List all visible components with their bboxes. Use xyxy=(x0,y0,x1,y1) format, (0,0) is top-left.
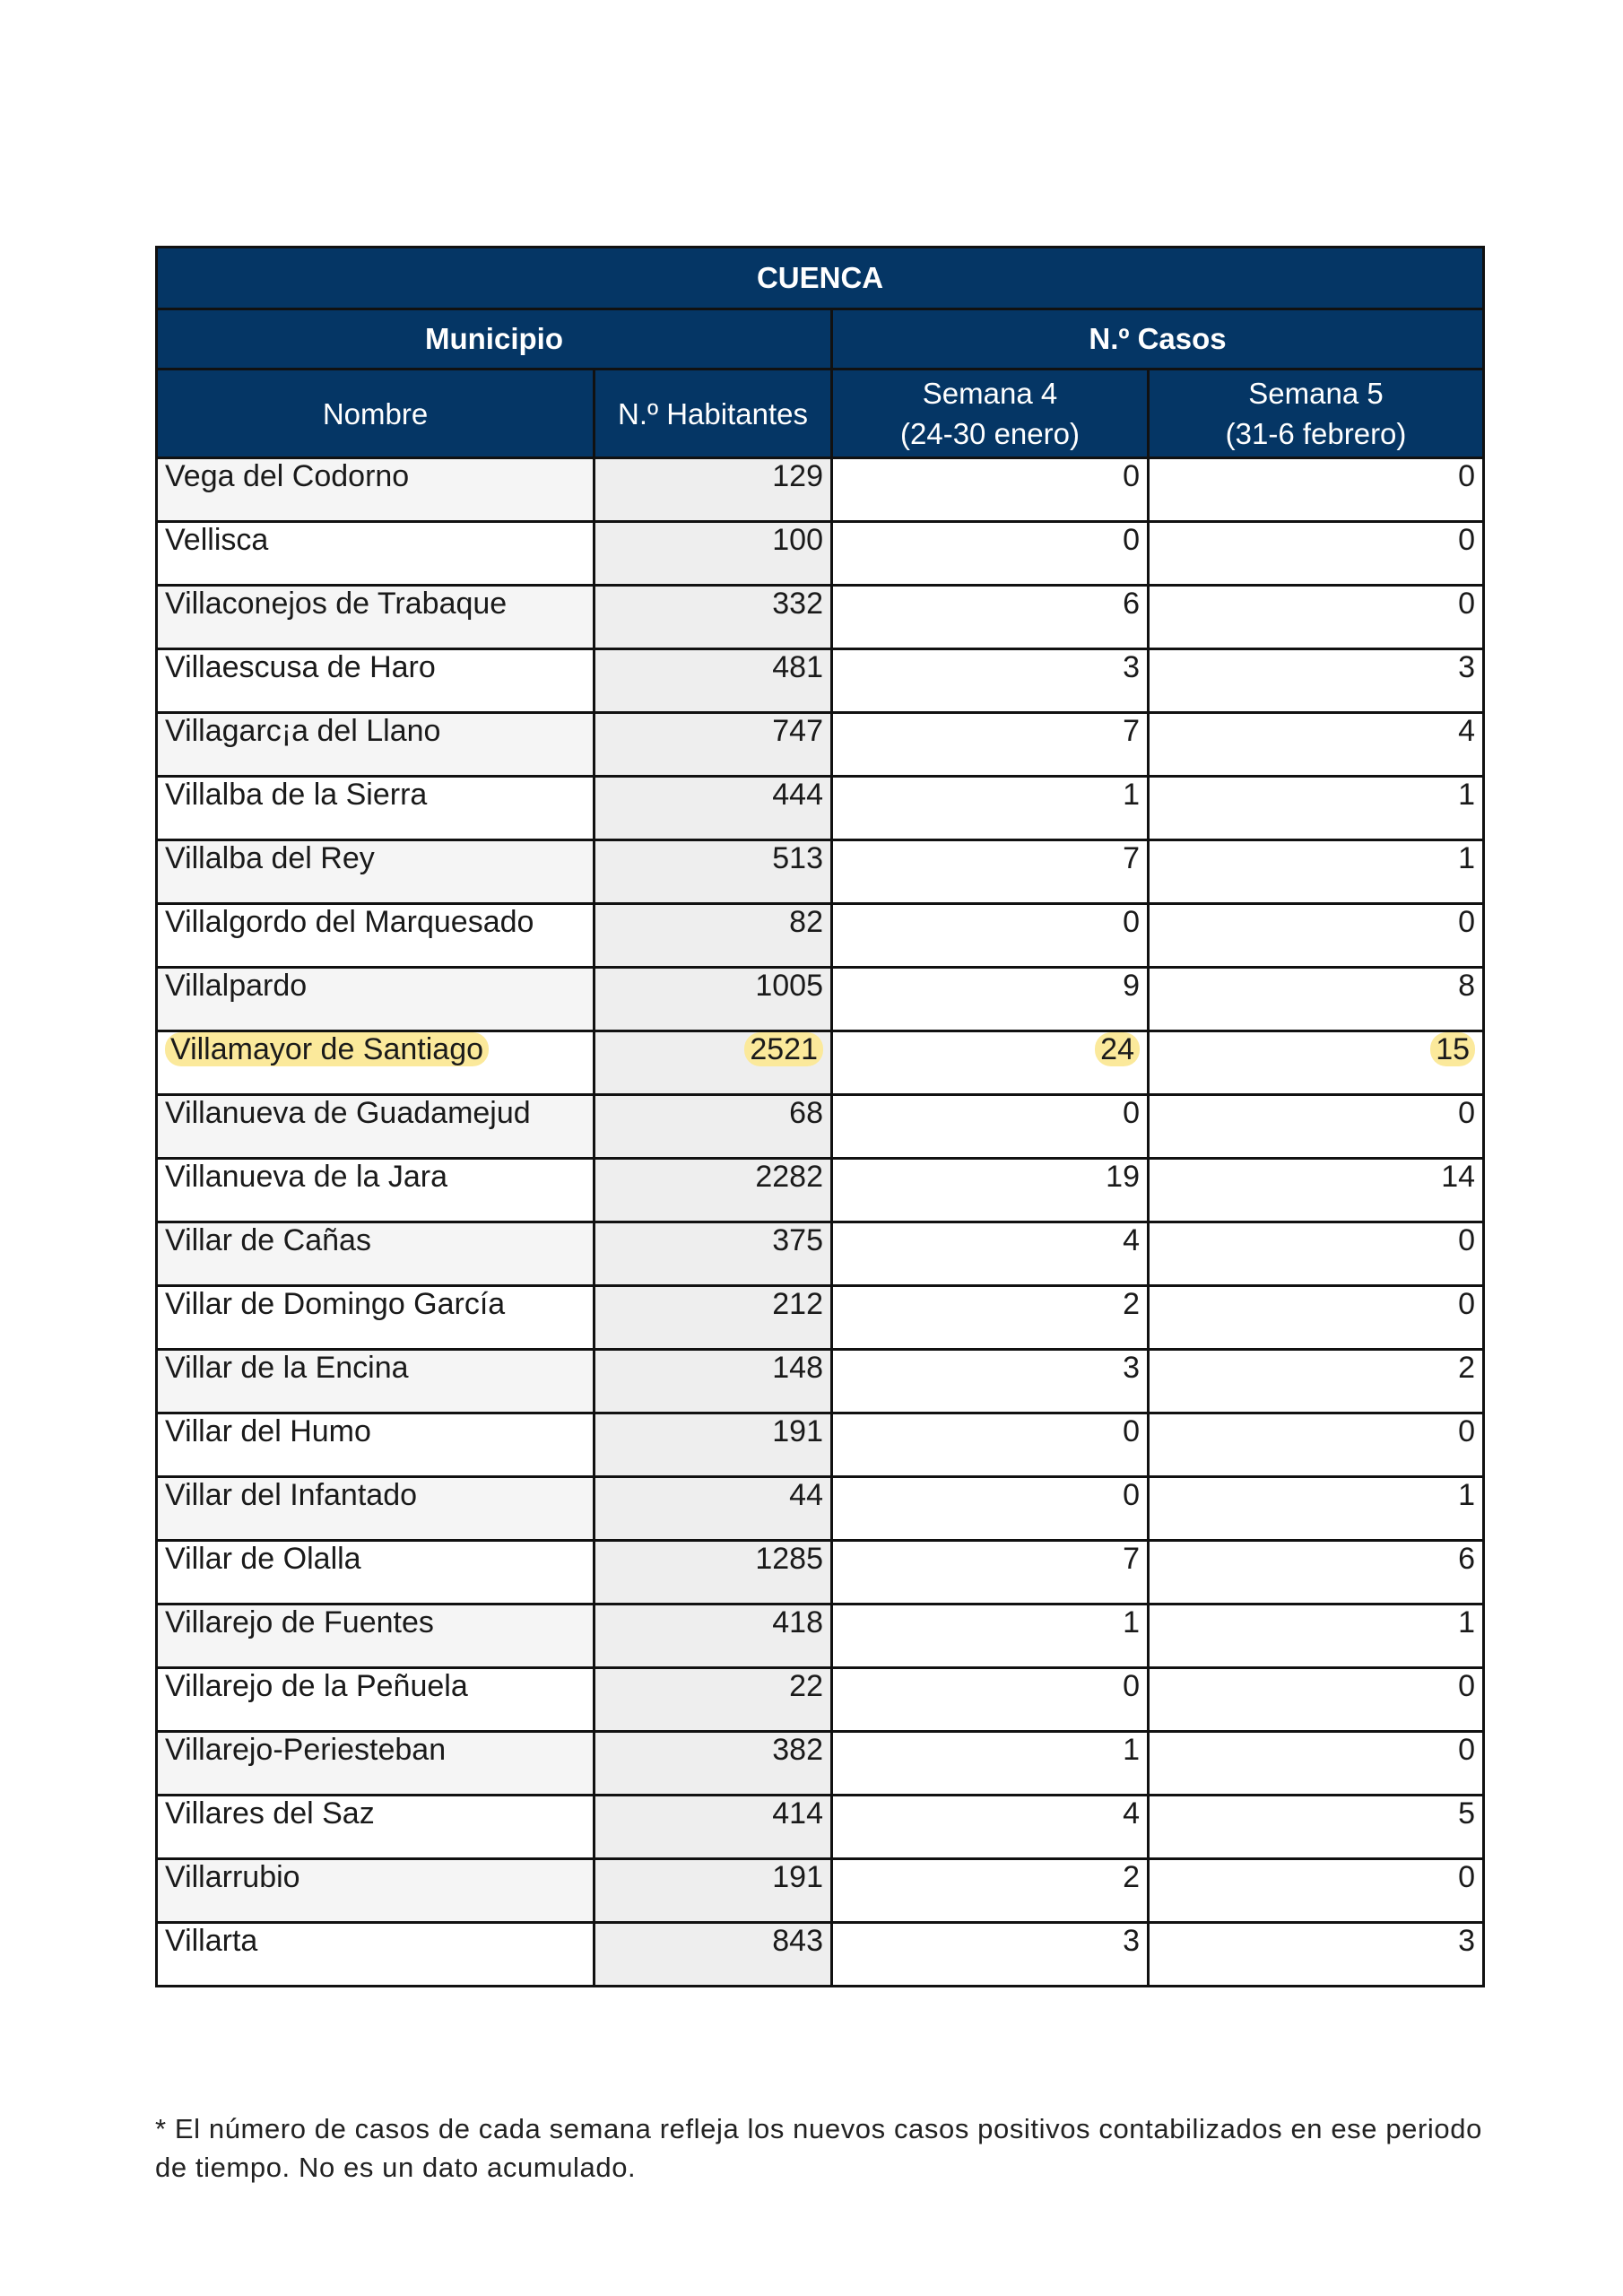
table-row xyxy=(157,1159,1484,1222)
municipio-name-value: Villar de Olalla xyxy=(165,1542,361,1576)
municipio-name-cell xyxy=(157,1605,595,1668)
semana4-cases-value: 0 xyxy=(1123,1478,1140,1512)
semana5-cases-value: 5 xyxy=(1458,1796,1476,1831)
table-body xyxy=(157,458,1484,1987)
municipio-name-cell xyxy=(157,777,595,840)
semana4-cases-value: 0 xyxy=(1123,523,1140,557)
semana4-cases-value: 0 xyxy=(1123,459,1140,493)
semana4-cases-cell xyxy=(832,713,1149,777)
table-row xyxy=(157,1859,1484,1923)
municipio-name-cell xyxy=(157,1413,595,1477)
habitantes-cell xyxy=(595,1732,832,1796)
habitantes-value: 414 xyxy=(772,1796,823,1831)
municipio-name-value: Villarejo de la Peñuela xyxy=(165,1669,468,1703)
semana5-cases-value: 0 xyxy=(1458,1860,1476,1894)
municipio-name-value: Villares del Saz xyxy=(165,1796,375,1831)
semana5-cases-cell xyxy=(1149,1859,1484,1923)
habitantes-cell xyxy=(595,777,832,840)
habitantes-value: 22 xyxy=(789,1669,823,1703)
semana5-cases-cell xyxy=(1149,777,1484,840)
semana4-cases-cell xyxy=(832,968,1149,1031)
habitantes-value: 100 xyxy=(772,523,823,557)
habitantes-cell xyxy=(595,1541,832,1605)
semana5-cases-value: 0 xyxy=(1458,905,1476,939)
semana5-cases-value: 0 xyxy=(1458,1669,1476,1703)
semana5-cases-value: 1 xyxy=(1458,1605,1476,1639)
municipio-name-cell xyxy=(157,1796,595,1859)
semana4-cases-value: 7 xyxy=(1123,1542,1140,1576)
table-row xyxy=(157,586,1484,649)
municipio-name-cell xyxy=(157,1923,595,1987)
habitantes-value: 191 xyxy=(772,1414,823,1448)
semana4-cases-cell xyxy=(832,777,1149,840)
semana5-cases-cell xyxy=(1149,1413,1484,1477)
municipio-name-value: Villar de la Encina xyxy=(165,1351,409,1385)
table-row xyxy=(157,1541,1484,1605)
group-header-casos: N.º Casos xyxy=(832,309,1484,370)
semana5-cases-value: 0 xyxy=(1458,1733,1476,1767)
footnote: * El número de casos de cada semana refleja los nuevos casos positivos contabilizados en ese periodo de tiempo. No es un dato acumulado. xyxy=(155,2113,1482,2183)
semana5-cases-value: 0 xyxy=(1458,587,1476,621)
municipio-name-value: Villarejo-Periesteban xyxy=(165,1733,447,1767)
semana5-cases-cell xyxy=(1149,1095,1484,1159)
semana4-cases-cell xyxy=(832,1095,1149,1159)
municipio-name-value: Villalba de la Sierra xyxy=(165,778,428,812)
cases-table xyxy=(155,246,1485,1987)
municipio-name-cell xyxy=(157,1031,595,1095)
semana5-cases-value: 8 xyxy=(1458,969,1476,1003)
municipio-name-cell xyxy=(157,713,595,777)
table-row xyxy=(157,904,1484,968)
habitantes-cell xyxy=(595,1477,832,1541)
habitantes-value: 2282 xyxy=(755,1160,823,1194)
habitantes-cell xyxy=(595,1796,832,1859)
semana5-cases-cell xyxy=(1149,1477,1484,1541)
semana5-cases-cell xyxy=(1149,713,1484,777)
municipio-name-cell xyxy=(157,458,595,522)
semana4-label: Semana 4 xyxy=(922,377,1058,410)
municipio-name-value: Villar del Infantado xyxy=(165,1478,418,1512)
semana5-cases-value: 4 xyxy=(1458,714,1476,748)
municipio-name-value: Vellisca xyxy=(165,523,269,557)
semana4-cases-cell xyxy=(832,1923,1149,1987)
table-row xyxy=(157,777,1484,840)
semana5-cases-cell xyxy=(1149,458,1484,522)
semana5-cases-value: 15 xyxy=(1430,1032,1475,1066)
semana5-cases-cell xyxy=(1149,1605,1484,1668)
semana4-cases-value: 6 xyxy=(1123,587,1140,621)
habitantes-value: 444 xyxy=(772,778,823,812)
habitantes-value: 481 xyxy=(772,650,823,684)
habitantes-value: 418 xyxy=(772,1605,823,1639)
semana4-cases-value: 2 xyxy=(1123,1860,1140,1894)
municipio-name-cell xyxy=(157,1286,595,1350)
municipio-name-cell xyxy=(157,649,595,713)
table-row xyxy=(157,1286,1484,1350)
semana5-cases-value: 1 xyxy=(1458,1478,1476,1512)
habitantes-value: 82 xyxy=(789,905,823,939)
semana5-cases-value: 6 xyxy=(1458,1542,1476,1576)
semana4-cases-value: 0 xyxy=(1123,1096,1140,1130)
table-row xyxy=(157,1095,1484,1159)
habitantes-cell xyxy=(595,649,832,713)
semana4-cases-value: 7 xyxy=(1123,714,1140,748)
province-title: CUENCA xyxy=(157,248,1484,309)
habitantes-cell xyxy=(595,1859,832,1923)
semana4-cases-cell xyxy=(832,1222,1149,1286)
municipio-name-cell xyxy=(157,1222,595,1286)
semana4-cases-value: 0 xyxy=(1123,1414,1140,1448)
habitantes-cell xyxy=(595,1095,832,1159)
table-column-header-row xyxy=(157,370,1484,458)
semana4-cases-cell xyxy=(832,1159,1149,1222)
semana5-cases-cell xyxy=(1149,1286,1484,1350)
semana5-cases-value: 0 xyxy=(1458,1414,1476,1448)
municipio-name-value: Villarrubio xyxy=(165,1860,300,1894)
semana4-cases-cell xyxy=(832,1286,1149,1350)
semana5-cases-value: 0 xyxy=(1458,1287,1476,1321)
semana4-cases-cell xyxy=(832,1668,1149,1732)
semana4-cases-value: 3 xyxy=(1123,650,1140,684)
habitantes-cell xyxy=(595,458,832,522)
semana4-cases-value: 1 xyxy=(1123,1733,1140,1767)
semana4-cases-cell xyxy=(832,1350,1149,1413)
municipio-name-cell xyxy=(157,1477,595,1541)
habitantes-cell xyxy=(595,968,832,1031)
habitantes-value: 212 xyxy=(772,1287,823,1321)
semana4-cases-value: 1 xyxy=(1123,1605,1140,1639)
semana5-range: (31-6 febrero) xyxy=(1225,417,1407,450)
semana4-cases-value: 0 xyxy=(1123,905,1140,939)
semana4-cases-value: 2 xyxy=(1123,1287,1140,1321)
table-row xyxy=(157,1222,1484,1286)
habitantes-value: 375 xyxy=(772,1223,823,1257)
semana4-cases-cell xyxy=(832,1477,1149,1541)
semana5-cases-cell xyxy=(1149,904,1484,968)
semana5-cases-cell xyxy=(1149,1668,1484,1732)
semana5-cases-value: 0 xyxy=(1458,523,1476,557)
column-header-habitantes: N.º Habitantes xyxy=(595,370,832,458)
habitantes-cell xyxy=(595,1222,832,1286)
semana5-cases-cell xyxy=(1149,586,1484,649)
semana4-cases-cell xyxy=(832,1859,1149,1923)
table-row xyxy=(157,1031,1484,1095)
habitantes-cell xyxy=(595,1605,832,1668)
municipio-name-cell xyxy=(157,1668,595,1732)
table-row xyxy=(157,522,1484,586)
habitantes-value: 2521 xyxy=(744,1032,823,1066)
municipio-name-cell xyxy=(157,968,595,1031)
habitantes-value: 747 xyxy=(772,714,823,748)
table-title-row xyxy=(157,248,1484,309)
semana4-cases-value: 7 xyxy=(1123,841,1140,875)
table-row xyxy=(157,1796,1484,1859)
habitantes-value: 148 xyxy=(772,1351,823,1385)
municipio-name-cell xyxy=(157,1095,595,1159)
semana4-cases-cell xyxy=(832,649,1149,713)
semana4-cases-cell xyxy=(832,1031,1149,1095)
habitantes-value: 1005 xyxy=(755,969,823,1003)
semana4-cases-value: 4 xyxy=(1123,1223,1140,1257)
habitantes-cell xyxy=(595,713,832,777)
semana4-cases-cell xyxy=(832,840,1149,904)
semana5-cases-cell xyxy=(1149,1031,1484,1095)
habitantes-cell xyxy=(595,1350,832,1413)
municipio-name-cell xyxy=(157,1350,595,1413)
table-row xyxy=(157,840,1484,904)
semana4-cases-value: 19 xyxy=(1106,1160,1140,1194)
habitantes-value: 382 xyxy=(772,1733,823,1767)
semana4-cases-value: 1 xyxy=(1123,778,1140,812)
table-row xyxy=(157,1350,1484,1413)
semana5-cases-cell xyxy=(1149,1222,1484,1286)
semana5-cases-value: 0 xyxy=(1458,1223,1476,1257)
semana4-cases-cell xyxy=(832,458,1149,522)
table-row xyxy=(157,1668,1484,1732)
habitantes-cell xyxy=(595,904,832,968)
habitantes-cell xyxy=(595,1286,832,1350)
semana5-cases-value: 0 xyxy=(1458,459,1476,493)
habitantes-value: 129 xyxy=(772,459,823,493)
semana4-cases-value: 24 xyxy=(1095,1032,1140,1066)
municipio-name-cell xyxy=(157,1732,595,1796)
municipio-name-value: Villar del Humo xyxy=(165,1414,371,1448)
semana5-cases-cell xyxy=(1149,522,1484,586)
semana5-label: Semana 5 xyxy=(1248,377,1384,410)
table-row xyxy=(157,458,1484,522)
municipio-name-value: Villarejo de Fuentes xyxy=(165,1605,434,1639)
column-header-semana5 xyxy=(1149,370,1484,458)
semana5-cases-cell xyxy=(1149,1732,1484,1796)
semana4-cases-cell xyxy=(832,904,1149,968)
municipio-name-value: Villalgordo del Marquesado xyxy=(165,905,534,939)
municipio-name-value: Villalpardo xyxy=(165,969,308,1003)
table-group-row xyxy=(157,309,1484,370)
municipio-name-value: Villaconejos de Trabaque xyxy=(165,587,508,621)
semana5-cases-cell xyxy=(1149,1923,1484,1987)
habitantes-cell xyxy=(595,586,832,649)
semana5-cases-value: 1 xyxy=(1458,841,1476,875)
municipio-name-value: Villalba del Rey xyxy=(165,841,375,875)
semana4-cases-value: 3 xyxy=(1123,1924,1140,1958)
semana5-cases-value: 0 xyxy=(1458,1096,1476,1130)
table-row xyxy=(157,1605,1484,1668)
column-header-nombre: Nombre xyxy=(157,370,595,458)
column-header-semana4 xyxy=(832,370,1149,458)
semana5-cases-cell xyxy=(1149,1796,1484,1859)
table-row xyxy=(157,1732,1484,1796)
municipio-name-value: Villanueva de la Jara xyxy=(165,1160,448,1194)
municipio-name-value: Villanueva de Guadamejud xyxy=(165,1096,531,1130)
habitantes-value: 1285 xyxy=(755,1542,823,1576)
municipio-name-cell xyxy=(157,904,595,968)
table-row xyxy=(157,649,1484,713)
table-row xyxy=(157,713,1484,777)
municipio-name-cell xyxy=(157,1859,595,1923)
habitantes-cell xyxy=(595,1031,832,1095)
habitantes-cell xyxy=(595,1668,832,1732)
municipio-name-value: Villaescusa de Haro xyxy=(165,650,436,684)
group-header-municipio: Municipio xyxy=(157,309,832,370)
habitantes-cell xyxy=(595,840,832,904)
municipio-name-cell xyxy=(157,1541,595,1605)
semana5-cases-cell xyxy=(1149,1159,1484,1222)
semana5-cases-cell xyxy=(1149,1541,1484,1605)
semana4-range: (24-30 enero) xyxy=(900,417,1080,450)
habitantes-value: 843 xyxy=(772,1924,823,1958)
municipio-name-cell xyxy=(157,840,595,904)
habitantes-value: 44 xyxy=(789,1478,823,1512)
municipio-name-value: Villarta xyxy=(165,1924,258,1958)
habitantes-value: 513 xyxy=(772,841,823,875)
municipio-name-value: Villamayor de Santiago xyxy=(165,1032,489,1066)
semana5-cases-value: 2 xyxy=(1458,1351,1476,1385)
municipio-name-value: Villagarc¡a del Llano xyxy=(165,714,441,748)
semana5-cases-cell xyxy=(1149,968,1484,1031)
semana4-cases-cell xyxy=(832,1413,1149,1477)
municipio-name-cell xyxy=(157,1159,595,1222)
table-row xyxy=(157,968,1484,1031)
semana5-cases-value: 3 xyxy=(1458,1924,1476,1958)
semana4-cases-cell xyxy=(832,586,1149,649)
habitantes-value: 68 xyxy=(789,1096,823,1130)
table-row xyxy=(157,1477,1484,1541)
semana4-cases-value: 0 xyxy=(1123,1669,1140,1703)
semana4-cases-value: 4 xyxy=(1123,1796,1140,1831)
habitantes-cell xyxy=(595,1413,832,1477)
semana4-cases-value: 3 xyxy=(1123,1351,1140,1385)
semana4-cases-cell xyxy=(832,1732,1149,1796)
cases-table-container xyxy=(155,246,1482,1987)
semana4-cases-cell xyxy=(832,1541,1149,1605)
table-row xyxy=(157,1923,1484,1987)
semana4-cases-cell xyxy=(832,1605,1149,1668)
table-row xyxy=(157,1413,1484,1477)
semana4-cases-cell xyxy=(832,1796,1149,1859)
semana5-cases-value: 3 xyxy=(1458,650,1476,684)
semana5-cases-cell xyxy=(1149,649,1484,713)
municipio-name-value: Villar de Domingo García xyxy=(165,1287,506,1321)
semana5-cases-cell xyxy=(1149,1350,1484,1413)
habitantes-value: 191 xyxy=(772,1860,823,1894)
habitantes-cell xyxy=(595,1159,832,1222)
semana5-cases-cell xyxy=(1149,840,1484,904)
habitantes-cell xyxy=(595,1923,832,1987)
semana4-cases-value: 9 xyxy=(1123,969,1140,1003)
semana4-cases-cell xyxy=(832,522,1149,586)
semana5-cases-value: 1 xyxy=(1458,778,1476,812)
municipio-name-value: Vega del Codorno xyxy=(165,459,410,493)
municipio-name-value: Villar de Cañas xyxy=(165,1223,371,1257)
habitantes-cell xyxy=(595,522,832,586)
habitantes-value: 332 xyxy=(772,587,823,621)
semana5-cases-value: 14 xyxy=(1441,1160,1476,1194)
municipio-name-cell xyxy=(157,522,595,586)
municipio-name-cell xyxy=(157,586,595,649)
